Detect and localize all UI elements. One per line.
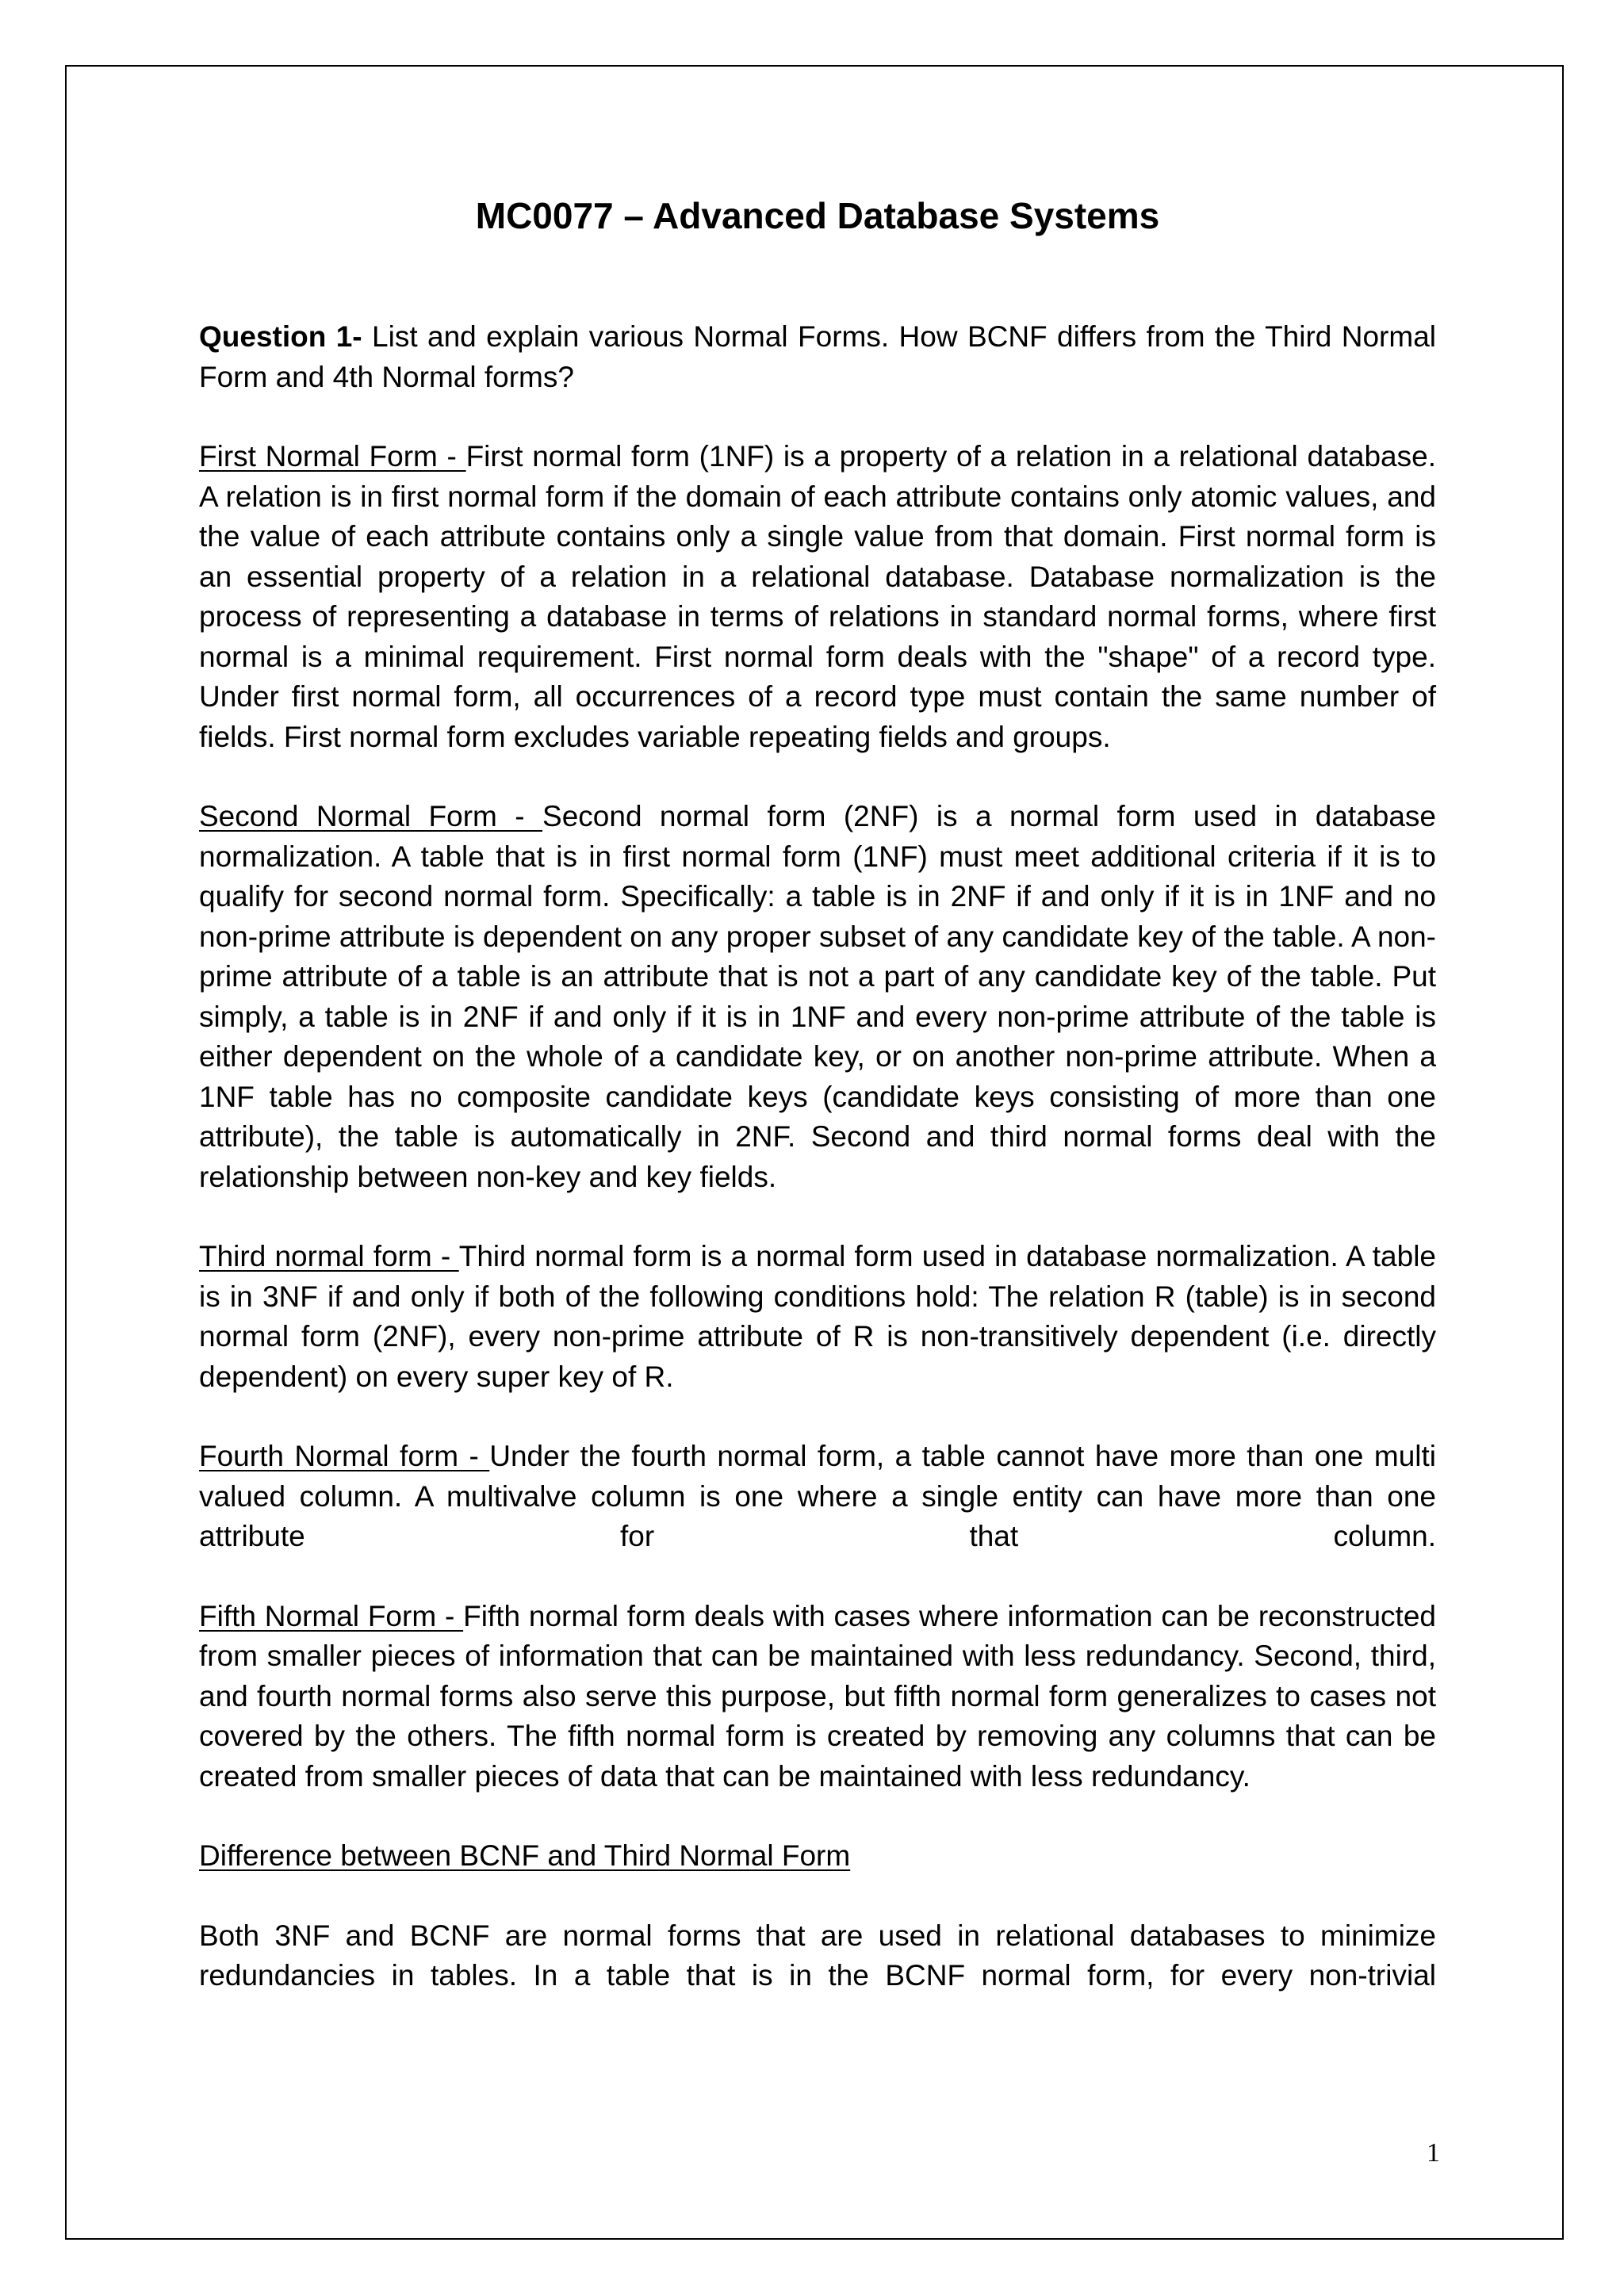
question-text: List and explain various Normal Forms. How BCNF differs from the Third Normal Form and 4th Normal forms? [199, 320, 1436, 393]
difference-heading-paragraph [199, 1836, 1436, 1877]
question-label: Question 1- [199, 320, 362, 353]
section-heading: Second Normal Form - [199, 800, 543, 832]
section-fourth-normal-form [199, 1437, 1436, 1557]
document-title: MC0077 – Advanced Database Systems [475, 195, 1160, 236]
section-first-normal-form [199, 437, 1436, 757]
section-body: Under the fourth normal form, a table cannot have more than one multi valued column. A multivalve column is one where a single entity can have more than one attribute for that column. [199, 1440, 1436, 1552]
section-heading: Fourth Normal form - [199, 1440, 490, 1472]
section-third-normal-form [199, 1237, 1436, 1397]
section-fifth-normal-form [199, 1597, 1436, 1797]
difference-heading: Difference between BCNF and Third Normal Form [199, 1839, 851, 1872]
section-second-normal-form [199, 797, 1436, 1197]
section-heading: Fifth Normal Form - [199, 1599, 464, 1632]
section-body: Third normal form is a normal form used in database normalization. A table is in 3NF if and only if both of the following conditions hold: The relation R (table) is in second normal form (2NF), every non-prime attribute of R is non-transitively dependent (i.e. directly dependent) on every super key of R. [199, 1240, 1436, 1393]
section-heading: First Normal Form - [199, 440, 466, 473]
question-paragraph [199, 317, 1436, 397]
section-body: First normal form (1NF) is a property of a relation in a relational database. A relation is in first normal form if the domain of each attribute contains only atomic values, and the value of each attribute contains only a single value from that domain. First normal form is an essential property of a relation in a relational database. Database normalization is the process of representing a database in terms of relations in standard normal forms, where first normal is a minimal requirement. First normal form deals with the "shape" of a record type. Under first normal form, all occurrences of a record type must contain the same number of fields. First normal form excludes variable repeating fields and groups. [199, 440, 1436, 753]
section-body: Fifth normal form deals with cases where information can be reconstructed from smaller pieces of information that can be maintained with less redundancy. Second, third, and fourth normal forms also serve this purpose, but fifth normal form generalizes to cases not covered by the others. The fifth normal form is created by removing any columns that can be created from smaller pieces of data that can be maintained with less redundancy. [199, 1599, 1436, 1793]
page-number: 1 [1427, 2138, 1440, 2168]
difference-body: Both 3NF and BCNF are normal forms that are used in relational databases to minimize redundancies in tables. In a table that is in the BCNF normal form, for every non-trivial [199, 1919, 1436, 1992]
section-body: Second normal form (2NF) is a normal form used in database normalization. A table that is in first normal form (1NF) must meet additional criteria if it is to qualify for second normal form. Specifically: a table is in 2NF if and only if it is in 1NF and no non-prime attribute is dependent on any proper subset of any candidate key of the table. A non-prime attribute of a table is an attribute that is not a part of any candidate key of the table. Put simply, a table is in 2NF if and only if it is in 1NF and every non-prime attribute of the table is either dependent on the whole of a candidate key, or on another non-prime attribute. When a 1NF table has no composite candidate keys (candidate keys consisting of more than one attribute), the table is automatically in 2NF. Second and third normal forms deal with the relationship between non-key and key fields. [199, 800, 1436, 1193]
document-body [199, 190, 1436, 2036]
section-heading: Third normal form - [199, 1240, 459, 1272]
